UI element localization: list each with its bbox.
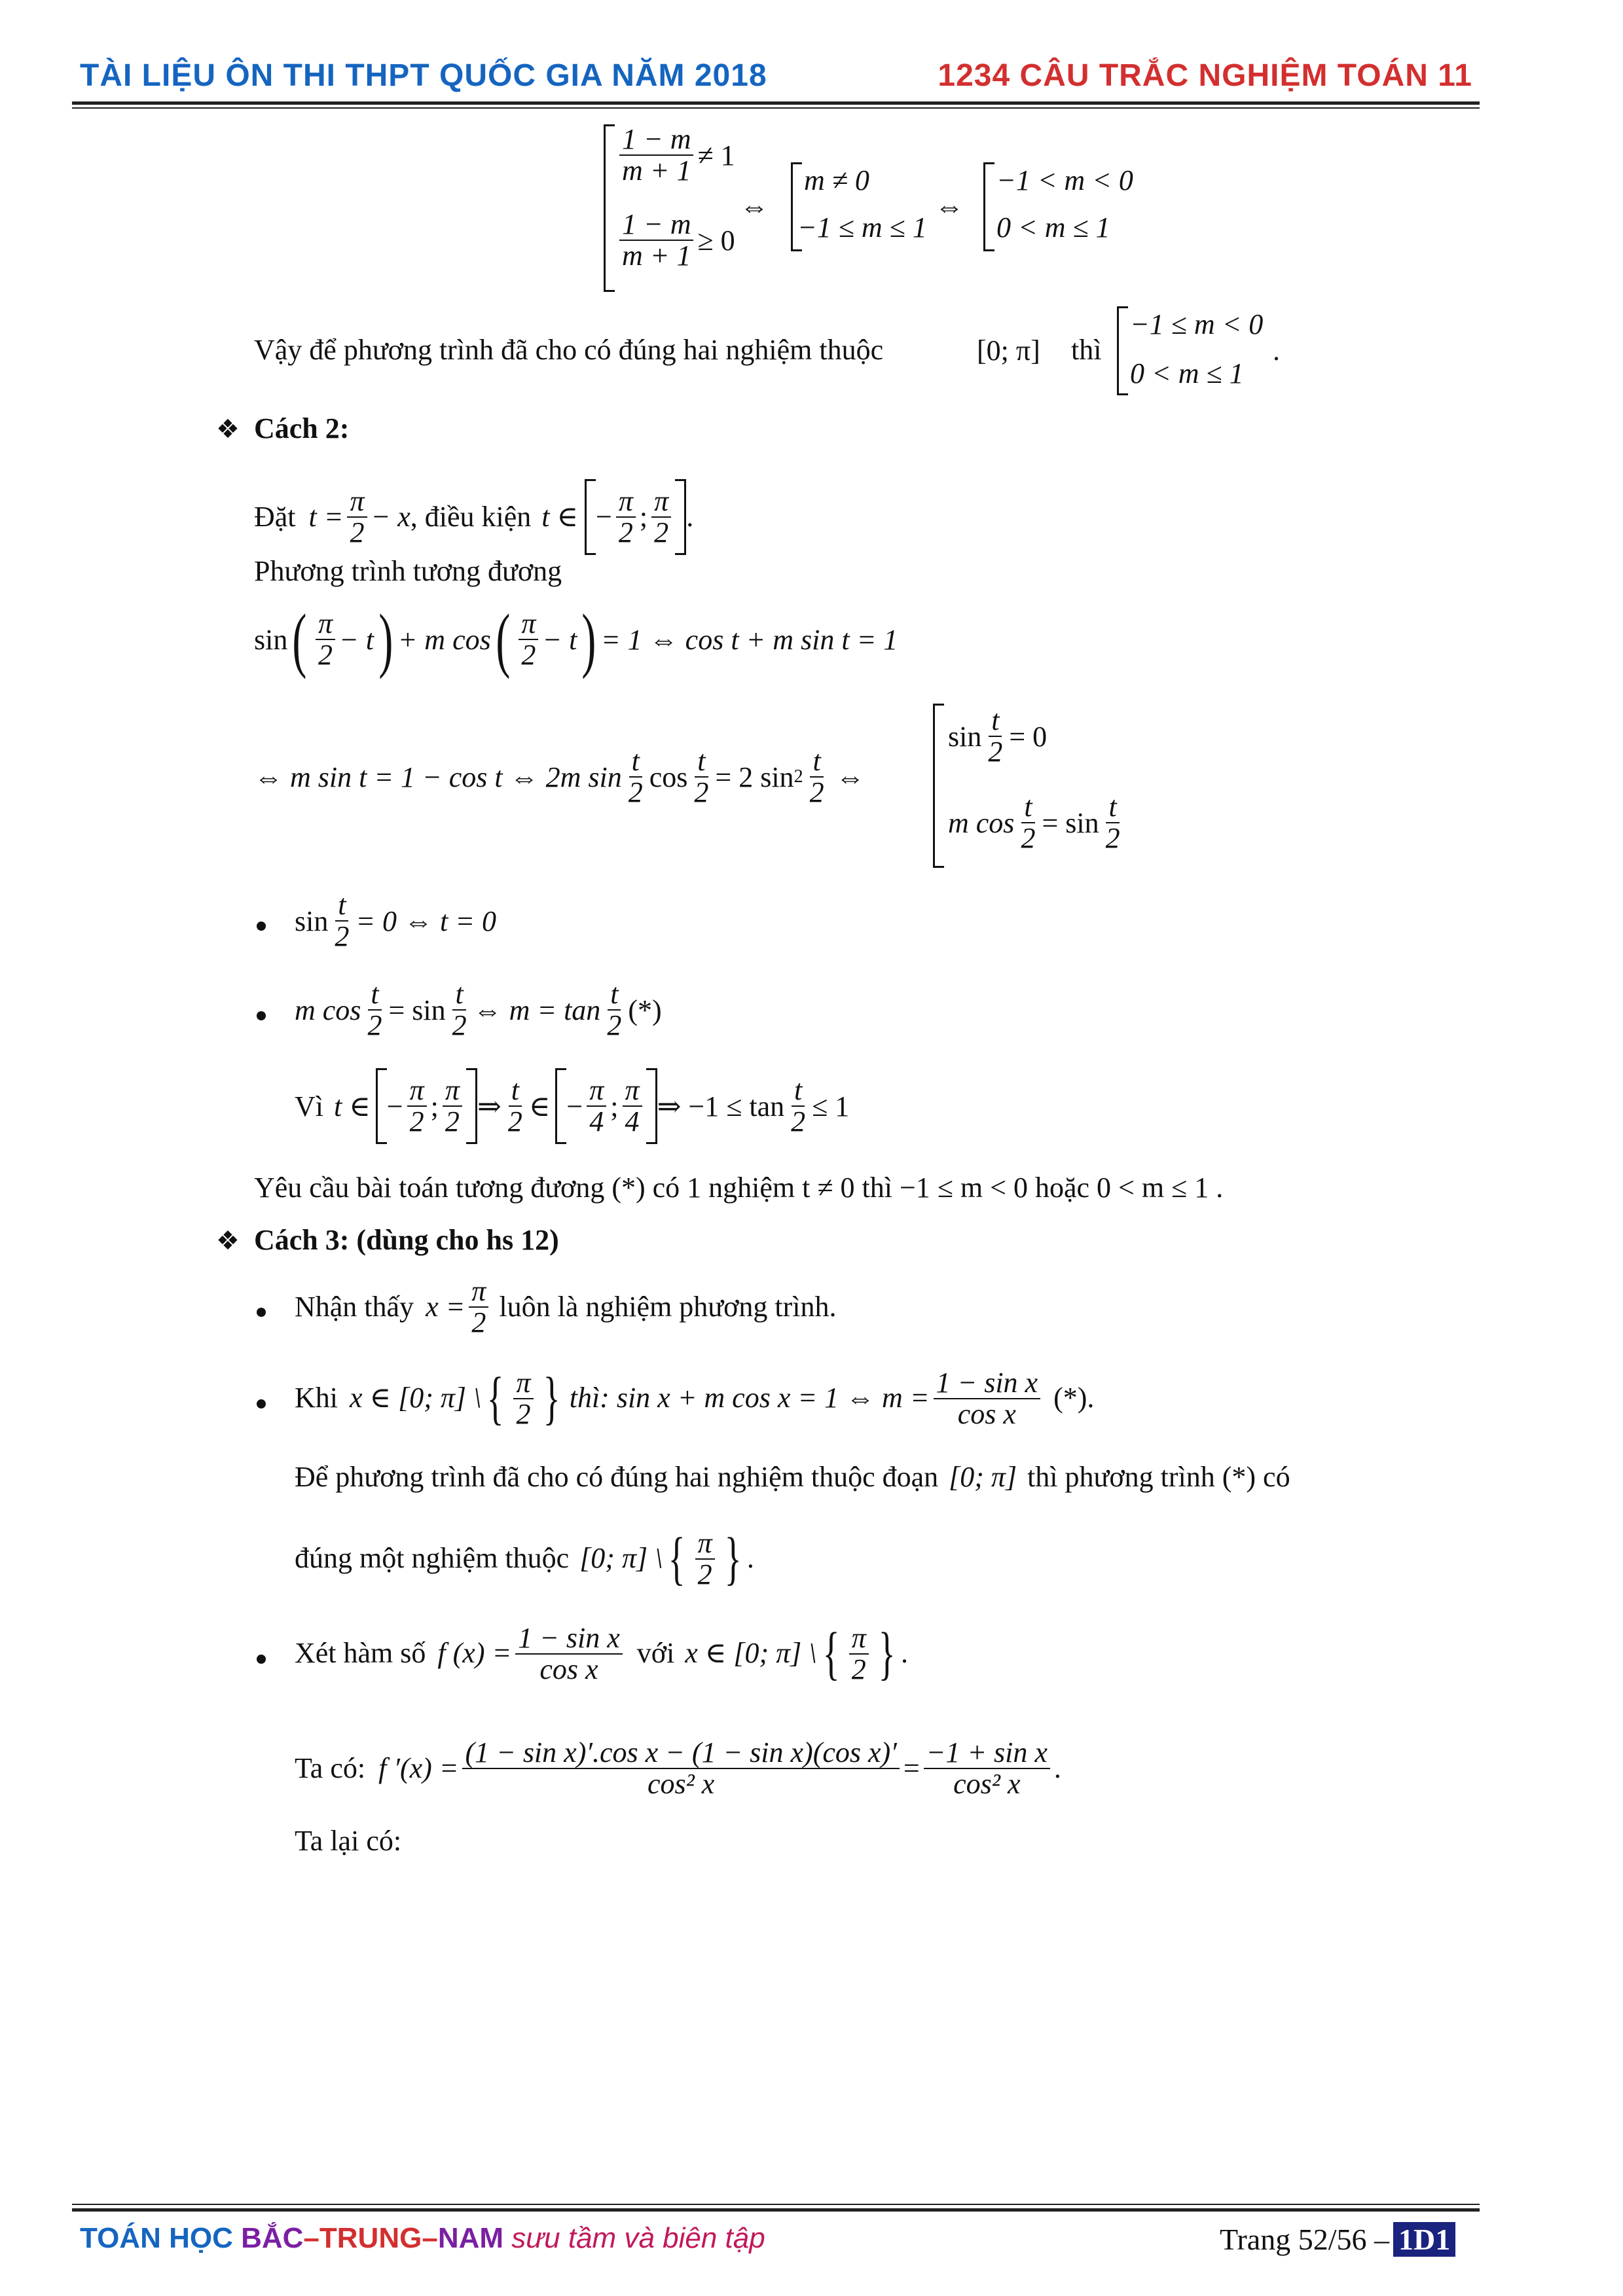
math: [0; π] xyxy=(949,1461,1017,1493)
conclusion-text: Vậy để phương trình đã cho có đúng hai nghiệm thuộc xyxy=(254,334,884,366)
frac-numerator: t xyxy=(608,979,621,1011)
bullet xyxy=(257,1399,266,1408)
footer-rule xyxy=(72,2208,1480,2212)
math: − xyxy=(596,500,612,533)
math: ⇒ −1 ≤ tan xyxy=(657,1090,785,1122)
text: Đặt xyxy=(254,500,296,533)
system-line: −1 ≤ m ≤ 1 xyxy=(797,211,927,243)
frac-denominator: 2 xyxy=(409,1105,424,1138)
frac-numerator: π xyxy=(616,486,636,518)
frac-denominator: 2 xyxy=(350,516,365,548)
section-title: Cách 2: xyxy=(254,412,350,444)
text: thì phương trình (*) có xyxy=(1027,1461,1290,1493)
frac-denominator: 2 xyxy=(1021,822,1036,855)
math: sin xyxy=(254,623,288,656)
interval: [0; π] xyxy=(977,334,1040,367)
frac-numerator: π xyxy=(849,1623,869,1655)
frac-numerator: 1 − m xyxy=(619,209,693,241)
math: = xyxy=(903,1751,920,1784)
frac-numerator: (1 − sin x)′.cos x − (1 − sin x)(cos x)′ xyxy=(462,1738,899,1769)
footer-text: – xyxy=(303,2222,319,2254)
frac-denominator: 2 xyxy=(1105,822,1120,855)
math: thì: sin x + m cos x = 1 ⇔ m = xyxy=(569,1382,930,1414)
math: ≤ 1 xyxy=(812,1090,850,1122)
frac-numerator: t xyxy=(810,746,823,778)
system-row-1 xyxy=(615,124,735,186)
frac-denominator: cos x xyxy=(539,1653,598,1685)
diamond-icon: ❖ xyxy=(216,414,240,444)
frac-numerator: 1 − m xyxy=(619,124,693,156)
bullet xyxy=(257,1655,266,1664)
frac-denominator: 2 xyxy=(618,516,633,548)
footer-brand xyxy=(80,2222,765,2255)
math: = sin xyxy=(1042,806,1099,839)
math: m cos xyxy=(948,806,1015,839)
frac-denominator: 2 xyxy=(694,776,709,809)
bracket xyxy=(466,1068,477,1144)
frac-numerator: t xyxy=(792,1075,805,1107)
math: − xyxy=(386,1090,403,1122)
text: . xyxy=(900,1637,908,1670)
math: ⇒ xyxy=(477,1090,501,1122)
math: sin xyxy=(295,905,329,937)
frac-numerator: 1 − sin x xyxy=(515,1623,623,1655)
frac-numerator: −1 + sin x xyxy=(924,1738,1050,1769)
bullet-line xyxy=(295,1276,837,1338)
footer-text: NAM xyxy=(437,2222,504,2254)
bracket xyxy=(555,1068,566,1144)
relation: ≥ 0 xyxy=(697,224,735,257)
math: ⇔ m = tan xyxy=(473,994,601,1026)
text: , điều kiện xyxy=(410,500,532,533)
frac-numerator: π xyxy=(519,609,538,640)
frac-denominator: 2 xyxy=(445,1105,460,1138)
frac-numerator: t xyxy=(368,979,381,1011)
frac-denominator: 2 xyxy=(628,776,643,809)
math: − x xyxy=(371,500,410,533)
frac-numerator: t xyxy=(629,746,642,778)
frac-numerator: t xyxy=(1106,792,1119,823)
footer-text: BẮC xyxy=(241,2222,304,2254)
bullet-line: Khi x ∈ [0; π] \ { $\frac{\pi}{2}$ } thì: sin x + m cos x = 1 ⇔ m = $\frac{\text{1 − sin x}}{\text{cos x}}$ (*). xyxy=(295,1366,1095,1431)
superscript: 2 xyxy=(793,766,803,787)
frac-denominator: 2 xyxy=(988,736,1003,768)
bracket xyxy=(1117,306,1128,395)
frac-denominator: 2 xyxy=(471,1306,486,1339)
math: ; xyxy=(610,1090,619,1122)
frac-numerator: π xyxy=(587,1075,606,1107)
math: sin xyxy=(948,720,982,753)
chapter-badge: 1D1 xyxy=(1393,2222,1455,2257)
frac-numerator: π xyxy=(469,1276,488,1308)
header-rule-thin xyxy=(72,107,1480,109)
math: = sin xyxy=(388,994,446,1026)
math: ⇔ m sin t = 1 − cos t ⇔ 2m sin xyxy=(254,761,622,793)
frac-denominator: 4 xyxy=(589,1105,604,1138)
frac-denominator: m + 1 xyxy=(622,154,691,187)
frac-denominator: 2 xyxy=(516,1397,531,1430)
frac-denominator: cos² x xyxy=(647,1768,715,1801)
footer-text: và biên tập xyxy=(624,2222,765,2254)
text: Nhận thấy xyxy=(295,1290,414,1323)
section-title: Cách 3: (dùng cho hs 12) xyxy=(254,1224,559,1256)
system-line xyxy=(948,792,1127,853)
math: t = xyxy=(308,500,344,533)
frac-numerator: t xyxy=(695,746,708,778)
math: t ∈ xyxy=(541,500,579,533)
range-line: Vì t ∈ − $\frac{\pi}{2}$ ; $\frac{\pi}{2}$ ⇒ $\frac{t}{2}$ ∈ − $\frac{\pi}{4}$ ; $\frac{\pi}{4}$ ⇒ −1 ≤ tan $\frac{t}{2}$ ≤ 1 xyxy=(295,1068,849,1144)
page-number-text: Trang 52/56 – xyxy=(1220,2223,1389,2256)
frac-denominator: 2 xyxy=(697,1558,712,1590)
text: Ta lại có: xyxy=(295,1825,402,1857)
text: đúng một nghiệm thuộc xyxy=(295,1542,570,1575)
equation-line xyxy=(254,746,865,808)
math: = 0 ⇔ t = 0 xyxy=(356,905,496,937)
text: Khi xyxy=(295,1382,338,1414)
iff-symbol: ⇔ xyxy=(835,761,865,793)
requirement-line: Yêu cầu bài toán tương đương (*) có 1 nghiệm t ≠ 0 thì −1 ≤ m < 0 hoặc 0 < m ≤ 1 . xyxy=(254,1172,1224,1204)
iff-symbol: ⇔ xyxy=(935,190,964,223)
frac-numerator: t xyxy=(452,979,465,1011)
header-title-left: TÀI LIỆU ÔN THI THPT QUỐC GIA NĂM 2018 xyxy=(80,58,767,93)
frac-denominator: 2 xyxy=(367,1009,382,1042)
math: = 2 sin xyxy=(715,761,794,793)
header-rule xyxy=(72,101,1480,105)
frac-denominator: 2 xyxy=(809,776,824,809)
frac-numerator: 1 − sin x xyxy=(934,1368,1041,1399)
bracket xyxy=(585,479,596,555)
text: Vì xyxy=(295,1090,323,1122)
math: = 1 ⇔ cos t + m sin t = 1 xyxy=(600,623,898,656)
frac-denominator: 2 xyxy=(521,639,536,671)
text-line xyxy=(295,1461,1290,1494)
frac-denominator: 2 xyxy=(607,1009,622,1042)
math: x ∈ [0; π] \ xyxy=(685,1637,817,1670)
footer-text: TRUNG xyxy=(319,2222,422,2254)
iff-symbol: ⇔ xyxy=(740,190,769,223)
bracket xyxy=(646,1068,657,1144)
system-row-2 xyxy=(615,209,735,271)
text: . xyxy=(746,1542,754,1575)
frac-numerator: π xyxy=(443,1075,462,1107)
text: với xyxy=(636,1637,675,1670)
frac-denominator: 4 xyxy=(625,1105,640,1138)
math: − xyxy=(566,1090,583,1122)
text: Phương trình tương đương xyxy=(254,555,562,587)
bracket xyxy=(933,704,944,868)
bullet xyxy=(257,922,266,931)
equation-line: sin ( $\frac{\pi}{2}$ − t ) + m cos ( $\frac{\pi}{2}$ − t ) = 1 ⇔ cos t + m sin t = 1 xyxy=(254,600,898,679)
frac-denominator: m + 1 xyxy=(622,240,691,272)
bracket xyxy=(983,162,994,251)
bracket xyxy=(675,479,686,555)
frac-numerator: π xyxy=(407,1075,427,1107)
frac-denominator: 2 xyxy=(452,1009,467,1042)
footer-text: TOÁN HỌC xyxy=(80,2222,233,2254)
frac-numerator: π xyxy=(623,1075,642,1107)
frac-numerator: π xyxy=(316,609,335,640)
text: . xyxy=(686,500,694,533)
frac-denominator: 2 xyxy=(335,920,350,953)
system-line xyxy=(948,706,1047,767)
relation: ≠ 1 xyxy=(697,139,735,171)
frac-denominator: 2 xyxy=(654,516,669,548)
text: Để phương trình đã cho có đúng hai nghiệm thuộc đoạn xyxy=(295,1461,939,1493)
math: ; xyxy=(430,1090,439,1122)
bullet xyxy=(257,1308,266,1317)
math: f ′(x) = xyxy=(378,1751,459,1784)
frac-denominator: cos x xyxy=(957,1397,1016,1430)
math: x ∈ [0; π] \ xyxy=(350,1382,482,1414)
frac-numerator: t xyxy=(509,1075,522,1107)
header-title-right: 1234 CÂU TRẮC NGHIỆM TOÁN 11 xyxy=(938,58,1472,93)
system-line: −1 < m < 0 xyxy=(996,164,1133,196)
math: (*) xyxy=(628,994,662,1026)
frac-denominator: cos² x xyxy=(953,1768,1021,1801)
bracket xyxy=(376,1068,387,1144)
math: [0; π] \ xyxy=(579,1542,663,1575)
math: m cos xyxy=(295,994,361,1026)
condition-line: −1 ≤ m < 0 xyxy=(1130,308,1264,340)
math: t ∈ xyxy=(334,1090,371,1122)
frac-numerator: π xyxy=(695,1528,715,1560)
math: f (x) = xyxy=(437,1637,512,1670)
math: − t xyxy=(542,623,577,656)
bullet-line xyxy=(295,979,662,1041)
text: (*). xyxy=(1053,1382,1095,1414)
derivative-line xyxy=(295,1738,1061,1799)
text: . xyxy=(1273,334,1280,367)
frac-numerator: t xyxy=(989,706,1002,737)
frac-denominator: 2 xyxy=(851,1653,866,1685)
system-line: 0 < m ≤ 1 xyxy=(996,211,1110,243)
frac-denominator: 2 xyxy=(791,1105,806,1138)
condition-line: 0 < m ≤ 1 xyxy=(1130,357,1244,389)
text: thì xyxy=(1071,334,1102,366)
text: Ta có: xyxy=(295,1751,366,1784)
frac-numerator: π xyxy=(513,1368,533,1399)
text: . xyxy=(1053,1751,1061,1784)
footer-text: – xyxy=(422,2222,438,2254)
math: x = xyxy=(426,1290,465,1323)
bullet-line: Xét hàm số f (x) = $\frac{\text{1 − sin x}}{\text{cos x}}$ với x ∈ [0; π] \ { $\frac{\pi}{2}$ } . xyxy=(295,1621,908,1686)
text-line: đúng một nghiệm thuộc [0; π] \ { $\frac{\pi}{2}$ } . xyxy=(295,1526,754,1591)
diamond-icon: ❖ xyxy=(216,1226,240,1256)
frac-numerator: t xyxy=(335,890,348,922)
frac-numerator: π xyxy=(347,486,367,518)
math: = 0 xyxy=(1009,720,1048,753)
text: luôn là nghiệm phương trình. xyxy=(499,1290,837,1323)
footer-text: sưu tầm xyxy=(511,2222,617,2254)
math: ; xyxy=(639,500,648,533)
footer-rule-thin xyxy=(72,2204,1480,2205)
frac-numerator: π xyxy=(651,486,671,518)
bullet-line xyxy=(295,890,496,952)
system-brace xyxy=(604,124,615,292)
system-line: m ≠ 0 xyxy=(804,164,869,196)
frac-denominator: 2 xyxy=(318,639,333,671)
math: + m cos xyxy=(397,623,491,656)
math: − t xyxy=(339,623,374,656)
math: cos xyxy=(649,761,688,793)
bullet xyxy=(257,1011,266,1020)
substitution-line xyxy=(254,479,693,555)
frac-numerator: t xyxy=(1021,792,1034,823)
frac-denominator: 2 xyxy=(507,1105,522,1138)
text: Xét hàm số xyxy=(295,1637,426,1670)
page-number xyxy=(1220,2222,1455,2257)
